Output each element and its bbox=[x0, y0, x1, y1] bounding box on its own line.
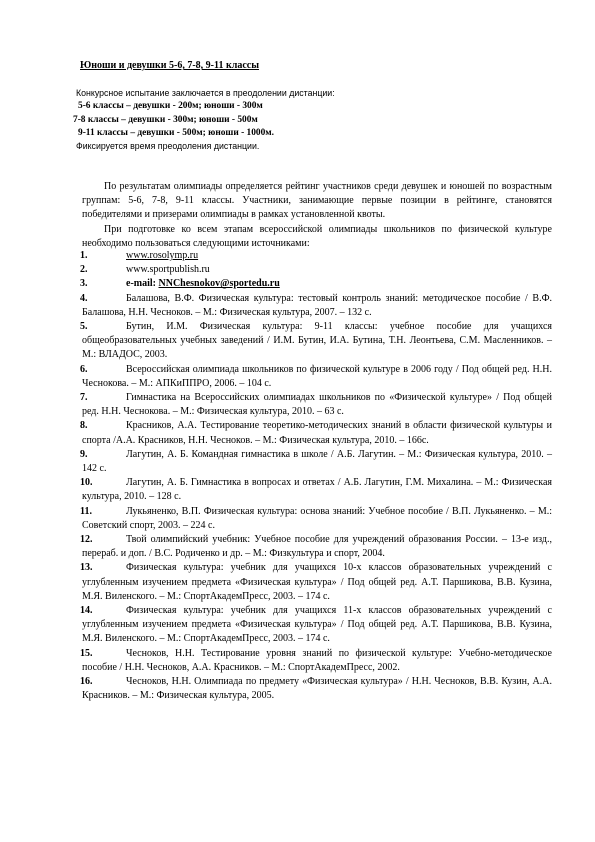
reference-number: 16. bbox=[80, 676, 93, 688]
reference-item bbox=[82, 277, 552, 291]
reference-text: Чесноков, Н.Н. Тестирование уровня знаний по физической культуре: Учебно-методическое пособие / Н.Н. Чесноков, А.А. Красников. – М.: СпортАкадемПресс, 2002. bbox=[82, 647, 552, 673]
reference-text: Всероссийская олимпиада школьников по физической культуре в 2006 году / Под общей ред. Н.Н. Чеснокова. – М.: АПКиППРО, 2006. – 104 с. bbox=[82, 363, 552, 389]
reference-number: 1. bbox=[80, 250, 88, 261]
reference-text: Лукьяненко, В.П. Физическая культура: основа знаний: Учебное пособие / В.П. Лукьяненко. – М.: Советский спорт, 2003. – 224 с. bbox=[82, 505, 552, 531]
section-heading: Юноши и девушки 5-6, 7-8, 9-11 классы bbox=[80, 60, 260, 71]
reference-list bbox=[82, 249, 552, 704]
reference-number: 10. bbox=[80, 477, 93, 489]
rule-line-7-8: 7-8 классы – девушки - 300м; юноши - 500м bbox=[73, 114, 258, 125]
reference-text: Бутин, И.М. Физическая культура: 9-11 классы: учебное пособие для учащихся общеобразовательных учебных заведений / И.М. Бутин, И.А. Бутина, Т.Н. Леонтьева, С.М. Масленников. – М.: ВЛАДОС, 2003. bbox=[82, 321, 552, 361]
website-text: www.sportpublish.ru bbox=[126, 264, 210, 276]
reference-item bbox=[82, 561, 552, 604]
reference-item bbox=[82, 647, 552, 675]
reference-number: 11. bbox=[80, 505, 92, 517]
reference-text: Физическая культура: учебник для учащихся 11-х классов образовательных учреждений с углубленным изучением предмета «Физическая культура» / Под общей ред. А.Т. Паршикова, В.В. Кузина, М.Я. Виленского. – М.: СпортАкадемПресс, 2003. – 174 с. bbox=[82, 605, 552, 645]
reference-number: 13. bbox=[80, 562, 93, 574]
email-label: e-mail: bbox=[126, 278, 159, 290]
reference-item bbox=[82, 292, 552, 320]
reference-item bbox=[82, 263, 552, 277]
reference-number: 15. bbox=[80, 647, 93, 659]
reference-number: 4. bbox=[80, 292, 88, 304]
rule-line-5-6: 5-6 классы – девушки - 200м; юноши - 300м bbox=[78, 101, 263, 112]
reference-item bbox=[82, 448, 552, 476]
reference-item bbox=[82, 533, 552, 561]
reference-item bbox=[82, 476, 552, 504]
reference-number: 9. bbox=[80, 448, 88, 460]
sources-intro-paragraph: При подготовке ко всем этапам всероссийской олимпиады школьников по физической культуре необходимо пользоваться следующими источниками: bbox=[82, 223, 552, 249]
reference-number: 6. bbox=[80, 363, 88, 375]
reference-item bbox=[82, 320, 552, 363]
body-text bbox=[82, 180, 552, 251]
reference-item bbox=[82, 419, 552, 447]
reference-text: Чесноков, Н.Н. Олимпиада по предмету «Физическая культура» / Н.Н. Чесноков, В.В. Кузин, А.А. Красников. – М.: Физическая культура, 2005. bbox=[82, 676, 552, 702]
reference-item bbox=[82, 604, 552, 647]
reference-item bbox=[82, 363, 552, 391]
reference-text: Балашова, В.Ф. Физическая культура: тестовый контроль знаний: методическое пособие / В.Ф. Балашова, Н.Н. Чесноков. – М.: Физическая культура, 2007. – 132 с. bbox=[82, 292, 552, 318]
reference-number: 14. bbox=[80, 605, 93, 617]
reference-number: 8. bbox=[80, 420, 88, 432]
website-link[interactable]: www.rosolymp.ru bbox=[126, 250, 199, 261]
reference-item bbox=[82, 675, 552, 703]
reference-item bbox=[82, 391, 552, 419]
competition-rules bbox=[73, 87, 496, 153]
reference-number: 3. bbox=[80, 278, 88, 290]
reference-text: Твой олимпийский учебник: Учебное пособие для учреждений образования России. – 13-е изд., перераб. и доп. / В.С. Родиченко и др. – М.: Физкультура и спорт, 2004. bbox=[82, 534, 552, 560]
reference-text: Физическая культура: учебник для учащихся 10-х классов образовательных учреждений с углубленным изучением предмета «Физическая культура» / Под общей ред. А.Т. Паршикова, В.В. Кузина, М.Я. Виленского. – М.: СпортАкадемПресс, 2003. – 174 с. bbox=[82, 562, 552, 602]
rules-fixed-note: Фиксируется время преодоления дистанции. bbox=[76, 141, 260, 152]
rules-intro: Конкурсное испытание заключается в преодолении дистанции: bbox=[76, 88, 335, 98]
email-link[interactable]: NNChesnokov@sportedu.ru bbox=[158, 278, 280, 290]
reference-text: Красников, А.А. Тестирование теоретико-методических знаний в области физической культуры и спорта /А.А. Красников, Н.Н. Чесноков. – М.: Физическая культура, 2010. – 166с. bbox=[82, 420, 552, 446]
reference-number: 12. bbox=[80, 534, 93, 546]
reference-text: Лагутин, А. Б. Гимнастика в вопросах и ответах / А.Б. Лагутин, Г.М. Михалина. – М.: Физическая культура, 2010. – 128 с. bbox=[82, 477, 552, 503]
reference-item bbox=[82, 249, 552, 263]
reference-text: Гимнастика на Всероссийских олимпиадах школьников по «Физической культуре» / Под общей ред. Н.Н. Чеснокова. – М.: Физическая культура, 2010. – 63 с. bbox=[82, 392, 552, 418]
reference-text: Лагутин, А. Б. Командная гимнастика в школе / А.Б. Лагутин. – М.: Физическая культура, 2010. – 142 с. bbox=[82, 448, 552, 475]
reference-number: 7. bbox=[80, 392, 88, 404]
rule-line-9-11: 9-11 классы – девушки - 500м; юноши - 1000м. bbox=[78, 127, 275, 138]
rating-paragraph: По результатам олимпиады определяется рейтинг участников среди девушек и юношей по возрастным группам: 5-6, 7-8, 9-11 классы. Участники, занимающие первые позиции в рейтинге, становятся победителями и призерами олимпиады в рамках установленной квоты. bbox=[82, 181, 552, 221]
reference-number: 2. bbox=[80, 264, 88, 276]
reference-number: 5. bbox=[80, 321, 88, 333]
reference-item bbox=[82, 505, 552, 533]
